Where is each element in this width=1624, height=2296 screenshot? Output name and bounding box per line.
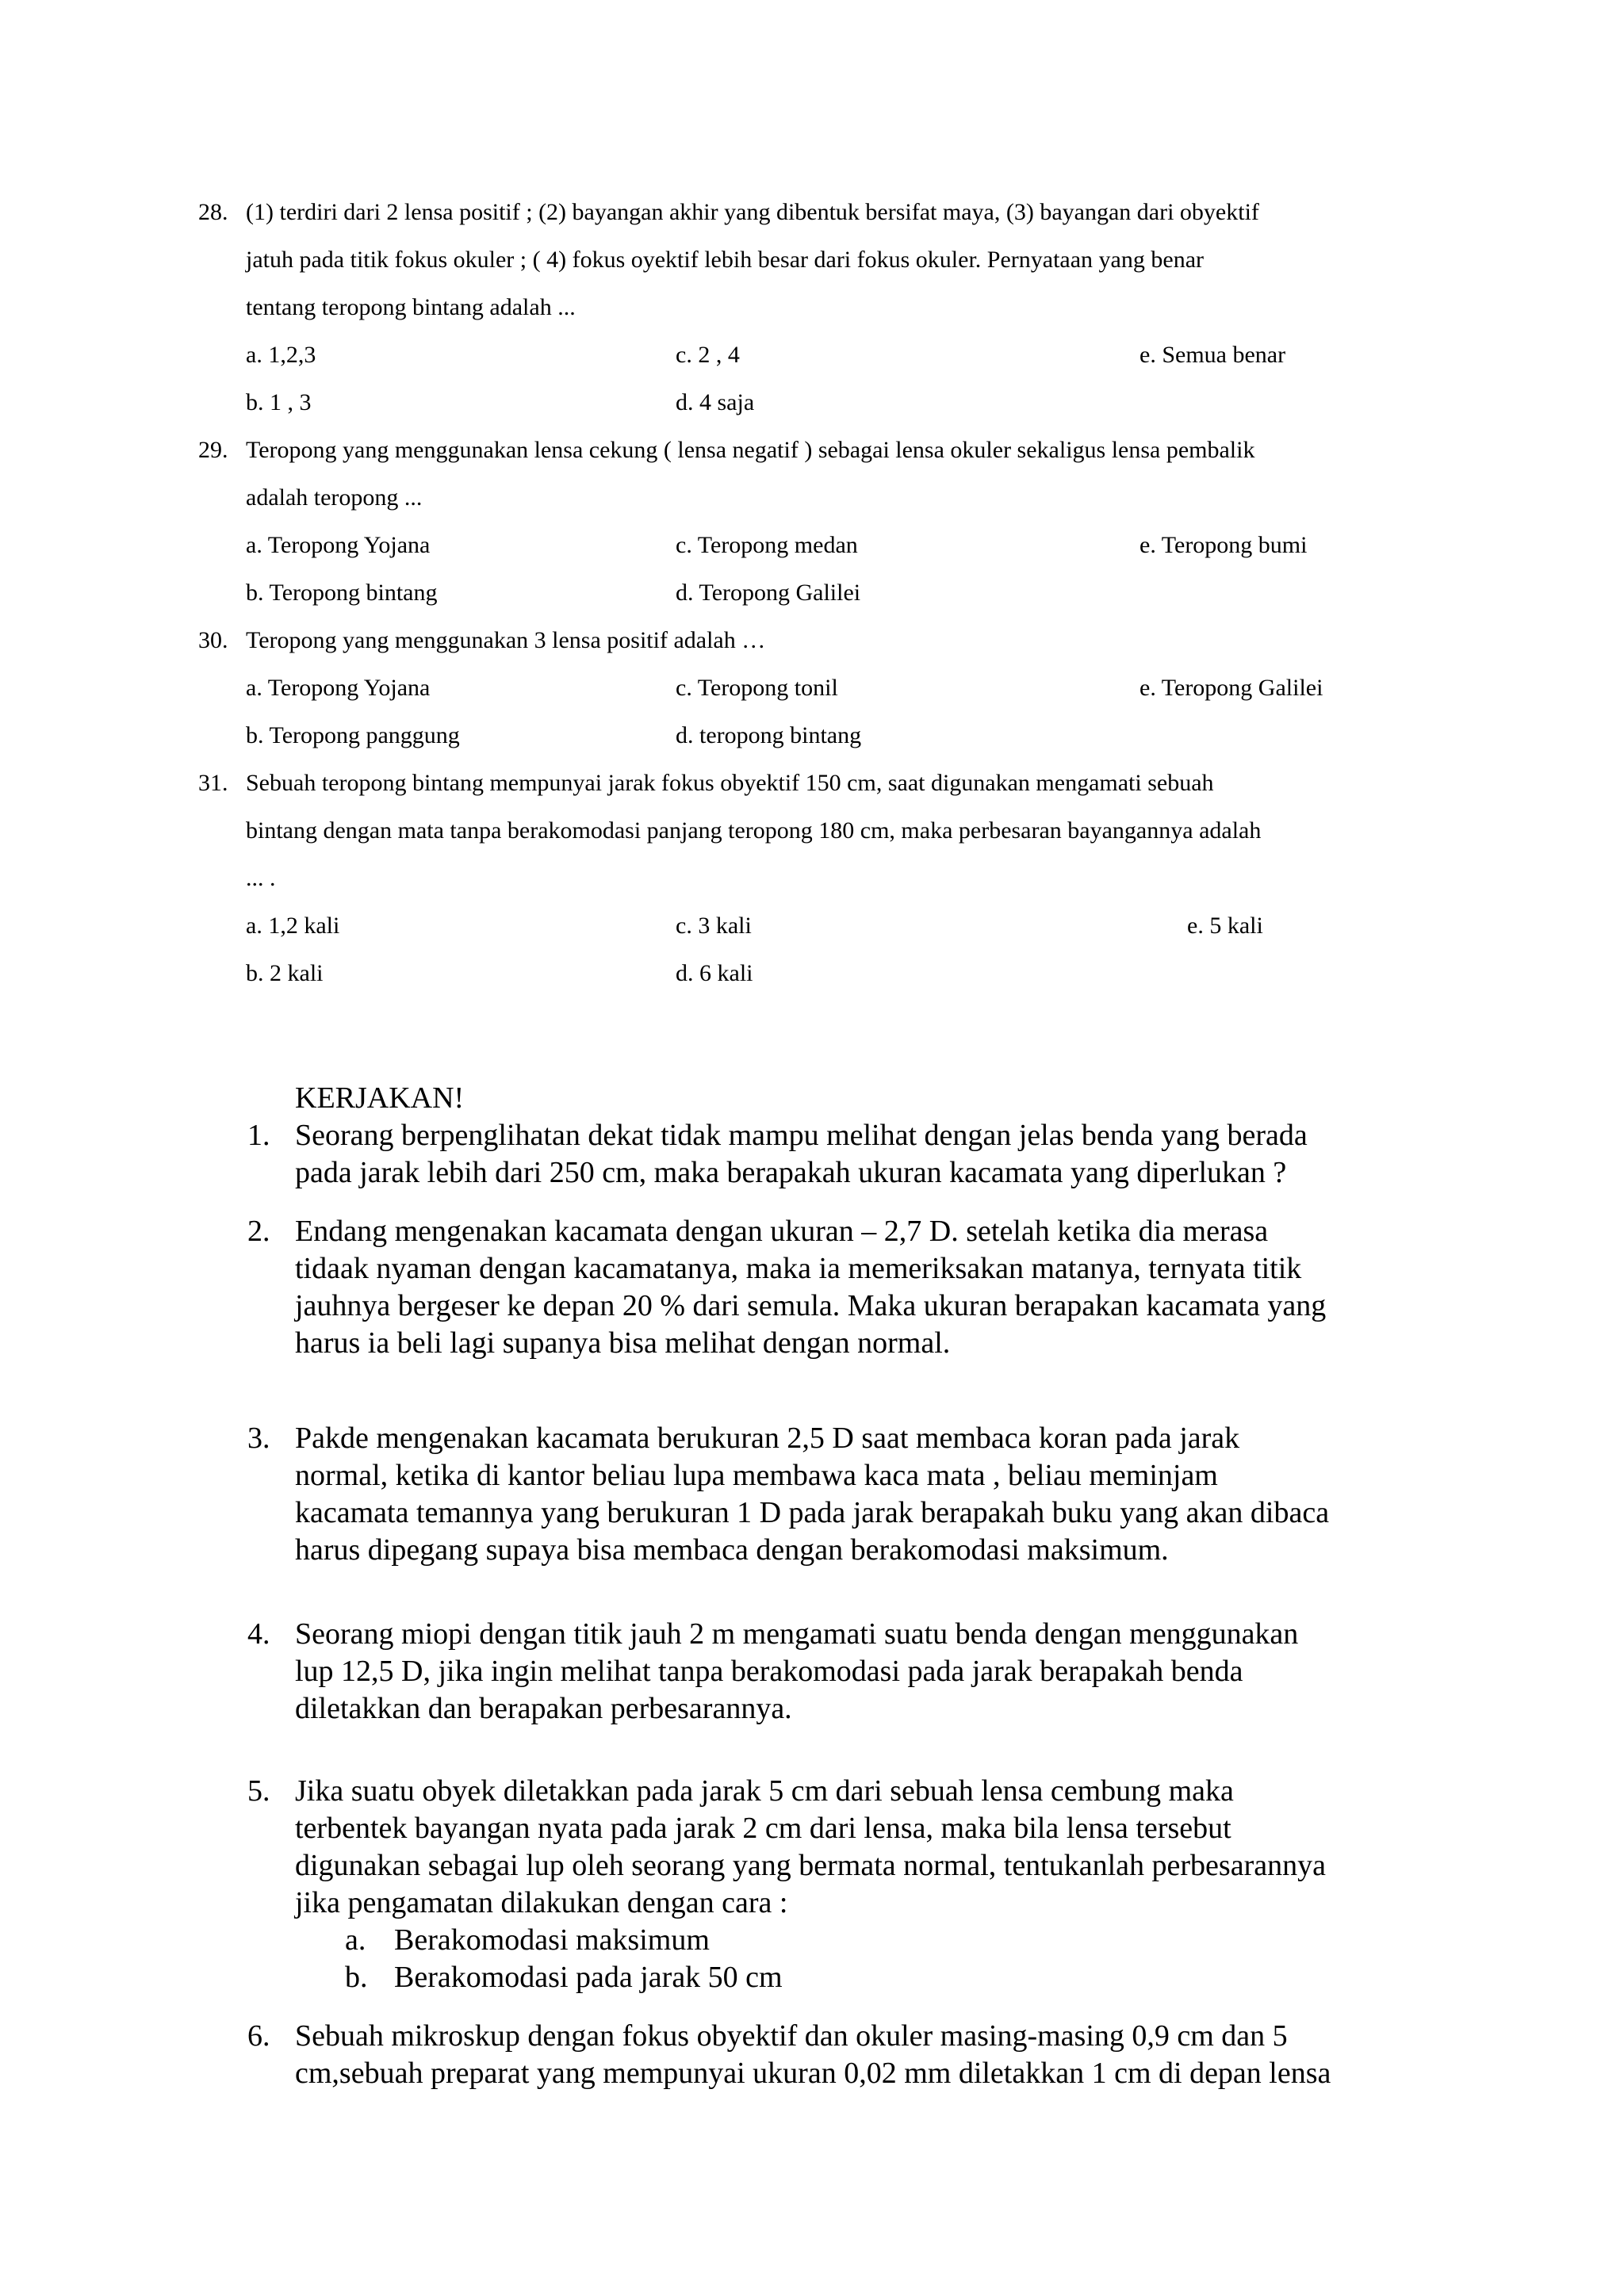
essay-number: 1.: [247, 1119, 270, 1152]
option-c: c. Teropong medan: [676, 532, 858, 558]
essay-line: [0, 1325, 1624, 1362]
option-c: c. 3 kali: [676, 913, 752, 939]
essay-line: [0, 1653, 1624, 1690]
option-d: d. 4 saja: [676, 389, 755, 415]
option-c: c. 2 , 4: [676, 342, 740, 368]
essay-item-5: [0, 1773, 1624, 1996]
option-d: d. Teropong Galilei: [676, 580, 861, 606]
essay-text: harus dipegang supaya bisa membaca dengan berakomodasi maksimum.: [295, 1533, 1169, 1567]
essay-text: lup 12,5 D, jika ingin melihat tanpa berakomodasi pada jarak berapakah benda: [295, 1655, 1243, 1688]
essay-sub-item: [0, 1922, 1624, 1959]
option-e: e. Teropong Galilei: [1139, 675, 1323, 701]
option-row: [0, 712, 1624, 760]
essay-text: cm,sebuah preparat yang mempunyai ukuran 0,02 mm diletakkan 1 cm di depan lensa: [295, 2057, 1331, 2090]
option-a: a. 1,2 kali: [246, 913, 340, 939]
option-a: a. Teropong Yojana: [246, 532, 431, 558]
option-row: [0, 331, 1624, 379]
essay-text: Sebuah mikroskup dengan fokus obyektif dan okuler masing-masing 0,9 cm dan 5: [295, 2019, 1288, 2053]
essay-line: [0, 1213, 1624, 1250]
question-29: [0, 427, 1624, 617]
option-a: a. 1,2,3: [246, 342, 316, 368]
option-e: e. Teropong bumi: [1139, 532, 1308, 558]
essay-text: kacamata temannya yang berukuran 1 D pada jarak berapakah buku yang akan dibaca: [295, 1496, 1330, 1529]
essay-line: [0, 1117, 1624, 1154]
sub-item-text: Berakomodasi pada jarak 50 cm: [394, 1961, 783, 1994]
essay-number: 4.: [247, 1617, 270, 1651]
option-c: c. Teropong tonil: [676, 675, 838, 701]
essay-line: [0, 2055, 1624, 2092]
question-text: tentang teropong bintang adalah ...: [246, 294, 576, 320]
essay-heading-line: [0, 1080, 1624, 1117]
sub-item-text: Berakomodasi maksimum: [394, 1923, 710, 1957]
essay-text: Seorang berpenglihatan dekat tidak mampu melihat dengan jelas benda yang berada: [295, 1119, 1308, 1152]
question-30: [0, 617, 1624, 760]
essay-line: [0, 1288, 1624, 1325]
essay-line: [0, 1690, 1624, 1728]
option-row: [0, 664, 1624, 712]
option-row: [0, 569, 1624, 617]
sub-item-letter: a.: [345, 1923, 366, 1957]
option-b: b. 1 , 3: [246, 389, 312, 415]
question-text: (1) terdiri dari 2 lensa positif ; (2) bayangan akhir yang dibentuk bersifat maya, (3) bayangan dari obyektif: [246, 199, 1259, 225]
essay-number: 2.: [247, 1215, 270, 1248]
essay-number: 5.: [247, 1774, 270, 1808]
question-text: bintang dengan mata tanpa berakomodasi panjang teropong 180 cm, maka perbesaran bayangannya adalah: [246, 817, 1262, 844]
question-number: 31.: [198, 770, 228, 796]
essay-line: [0, 1154, 1624, 1192]
option-a: a. Teropong Yojana: [246, 675, 431, 701]
essay-number: 6.: [247, 2019, 270, 2053]
option-d: d. teropong bintang: [676, 722, 862, 748]
essay-text: harus ia beli lagi supanya bisa melihat dengan normal.: [295, 1326, 951, 1360]
question-31: [0, 760, 1624, 997]
question-line: [0, 760, 1624, 807]
essay-text: tidaak nyaman dengan kacamatanya, maka ia memeriksakan matanya, ternyata titik: [295, 1252, 1302, 1285]
essay-item-4: [0, 1616, 1624, 1728]
question-line: [0, 807, 1624, 855]
essay-line: [0, 1457, 1624, 1494]
question-text: jatuh pada titik fokus okuler ; ( 4) fokus oyektif lebih besar dari fokus okuler. Pernyataan yang benar: [246, 247, 1204, 273]
question-text: adalah teropong ...: [246, 484, 423, 511]
essay-section: [0, 1080, 1624, 2092]
essay-item-1: [0, 1117, 1624, 1192]
question-text: Sebuah teropong bintang mempunyai jarak fokus obyektif 150 cm, saat digunakan mengamati sebuah: [246, 770, 1214, 796]
essay-line: [0, 1532, 1624, 1569]
essay-item-3: [0, 1420, 1624, 1569]
option-b: b. 2 kali: [246, 960, 324, 986]
essay-line: [0, 1773, 1624, 1810]
question-line: [0, 474, 1624, 522]
essay-line: [0, 1494, 1624, 1532]
essay-text: terbentek bayangan nyata pada jarak 2 cm dari lensa, maka bila lensa tersebut: [295, 1812, 1231, 1845]
question-number: 28.: [198, 199, 228, 225]
question-line: [0, 189, 1624, 236]
essay-text: normal, ketika di kantor beliau lupa membawa kaca mata , beliau meminjam: [295, 1459, 1218, 1492]
essay-number: 3.: [247, 1422, 270, 1455]
question-line: [0, 284, 1624, 331]
essay-line: [0, 1616, 1624, 1653]
essay-line: [0, 1250, 1624, 1288]
question-28: [0, 189, 1624, 427]
option-e: e. 5 kali: [1187, 913, 1263, 939]
question-text: ... .: [246, 865, 276, 891]
essay-line: [0, 1810, 1624, 1847]
essay-text: digunakan sebagai lup oleh seorang yang bermata normal, tentukanlah perbesarannya: [295, 1849, 1326, 1882]
question-text: Teropong yang menggunakan 3 lensa positif adalah …: [246, 627, 766, 653]
option-row: [0, 522, 1624, 569]
option-d: d. 6 kali: [676, 960, 753, 986]
option-row: [0, 950, 1624, 997]
essay-text: pada jarak lebih dari 250 cm, maka berapakah ukuran kacamata yang diperlukan ?: [295, 1156, 1287, 1189]
question-line: [0, 427, 1624, 474]
option-row: [0, 902, 1624, 950]
option-row: [0, 379, 1624, 427]
option-e: e. Semua benar: [1139, 342, 1286, 368]
question-number: 29.: [198, 437, 228, 463]
sub-item-letter: b.: [345, 1961, 368, 1994]
question-line: [0, 236, 1624, 284]
question-number: 30.: [198, 627, 228, 653]
essay-text: Seorang miopi dengan titik jauh 2 m mengamati suatu benda dengan menggunakan: [295, 1617, 1299, 1651]
question-text: Teropong yang menggunakan lensa cekung ( lensa negatif ) sebagai lensa okuler sekaligus lensa pembalik: [246, 437, 1255, 463]
essay-text: diletakkan dan berapakan perbesarannya.: [295, 1692, 792, 1725]
essay-text: Jika suatu obyek diletakkan pada jarak 5 cm dari sebuah lensa cembung maka: [295, 1774, 1234, 1808]
multiple-choice-section: [0, 189, 1624, 997]
essay-text: jauhnya bergeser ke depan 20 % dari semula. Maka ukuran berapakan kacamata yang: [295, 1289, 1327, 1322]
essay-line: [0, 1420, 1624, 1457]
essay-text: Pakde mengenakan kacamata berukuran 2,5 D saat membaca koran pada jarak: [295, 1422, 1240, 1455]
essay-item-2: [0, 1213, 1624, 1362]
essay-item-6: [0, 2018, 1624, 2092]
question-line: [0, 617, 1624, 664]
essay-text: Endang mengenakan kacamata dengan ukuran – 2,7 D. setelah ketika dia merasa: [295, 1215, 1269, 1248]
option-b: b. Teropong bintang: [246, 580, 438, 606]
essay-sub-item: [0, 1959, 1624, 1996]
essay-text: jika pengamatan dilakukan dengan cara :: [295, 1886, 788, 1919]
essay-heading: KERJAKAN!: [295, 1081, 465, 1115]
option-b: b. Teropong panggung: [246, 722, 460, 748]
essay-line: [0, 1847, 1624, 1885]
essay-line: [0, 1885, 1624, 1922]
essay-line: [0, 2018, 1624, 2055]
question-line: [0, 855, 1624, 902]
